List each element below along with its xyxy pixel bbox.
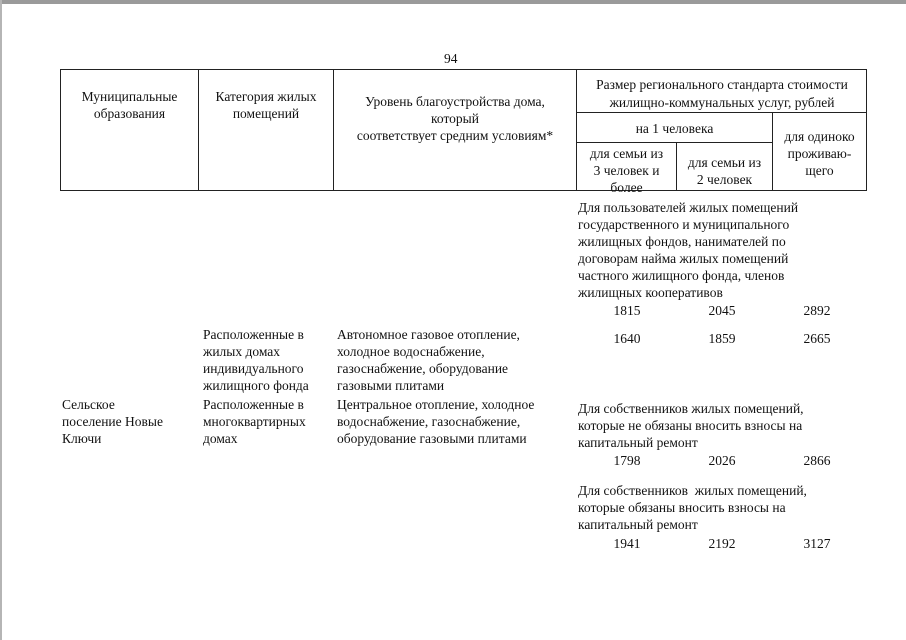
note-owners-no-line3: капитальный ремонт [578,435,698,450]
row2-family3-value: 1640 [613,331,641,346]
header-per-person: на 1 человека [635,121,714,136]
row2-family2-value: 1859 [708,331,736,346]
level-b-line2: водоснабжение, газоснабжение, [337,414,521,429]
row4-family3-value: 1941 [613,536,641,551]
level-b-line1: Центральное отопление, холодное [337,397,535,412]
row4-family2-value: 2192 [708,536,736,551]
row1-family3-value: 1815 [613,303,641,318]
category-a-line4: жилищного фонда [203,378,309,393]
header-family2-line2: 2 человек [696,172,753,187]
header-family3-line1: для семьи из [589,146,664,161]
municipality-line2: поселение Новые [62,414,163,429]
header-level-line2: который [431,111,479,126]
note-owners-yes-line2: которые обязаны вносить взносы на [578,500,786,515]
category-b-line3: домах [203,431,238,446]
level-b-line3: оборудование газовыми плитами [337,431,527,446]
header-level-line3: соответствует средним условиям* [356,128,554,143]
level-a-line2: холодное водоснабжение, [337,344,485,359]
scan-edge-left [0,0,2,640]
scan-edge-top [0,0,906,4]
note-owners-yes-line1: Для собственников жилых помещений, [578,483,807,498]
category-a-line3: индивидуального [203,361,304,376]
note-users-line3: жилищных фондов, нанимателей по [578,234,786,249]
level-a-line3: газоснабжение, оборудование [337,361,509,376]
header-category: Категория жилых помещений [215,89,317,121]
level-a-line4: газовыми плитами [337,378,445,393]
note-users-line1: Для пользователей жилых помещений [578,200,799,215]
header-size-line1: Размер регионального стандарта стоимости [596,77,848,92]
header-family3-line2: 3 человек и [593,163,660,178]
category-a-line2: жилых домах [203,344,281,359]
category-a-line1: Расположенные в [203,327,304,342]
header-single-line2: проживаю- [787,146,852,161]
row3-family3-value: 1798 [613,453,641,468]
page-number: 94 [444,51,458,66]
category-b-line2: многоквартирных [203,414,306,429]
note-users-line6: жилищных кооперативов [578,285,723,300]
row3-single-value: 2866 [803,453,831,468]
category-b-line1: Расположенные в [203,397,304,412]
header-level-line1: Уровень благоустройства дома, [365,94,545,109]
row4-single-value: 3127 [803,536,831,551]
municipality-line1: Сельское [62,397,115,412]
header-single-line3: щего [805,163,834,178]
note-owners-no-line2: которые не обязаны вносить взносы на [578,418,803,433]
note-owners-yes-line3: капитальный ремонт [578,517,698,532]
row3-family2-value: 2026 [708,453,736,468]
note-users-line5: частного жилищного фонда, членов [578,268,785,283]
header-municipality: Муниципальные образования [81,89,178,121]
note-owners-no-line1: Для собственников жилых помещений, [578,401,804,416]
municipality-line3: Ключи [62,431,102,446]
header-size-line2: жилищно-коммунальных услуг, рублей [609,95,835,110]
note-users-line2: государственного и муниципального [578,217,790,232]
note-users-line4: договорам найма жилых помещений [578,251,789,266]
header-family2-line1: для семьи из [687,155,762,170]
row2-single-value: 2665 [803,331,831,346]
header-family3-line3: более [610,180,643,195]
header-single-line1: для одиноко [784,129,855,144]
level-a-line1: Автономное газовое отопление, [337,327,520,342]
row1-single-value: 2892 [803,303,831,318]
row1-family2-value: 2045 [708,303,736,318]
